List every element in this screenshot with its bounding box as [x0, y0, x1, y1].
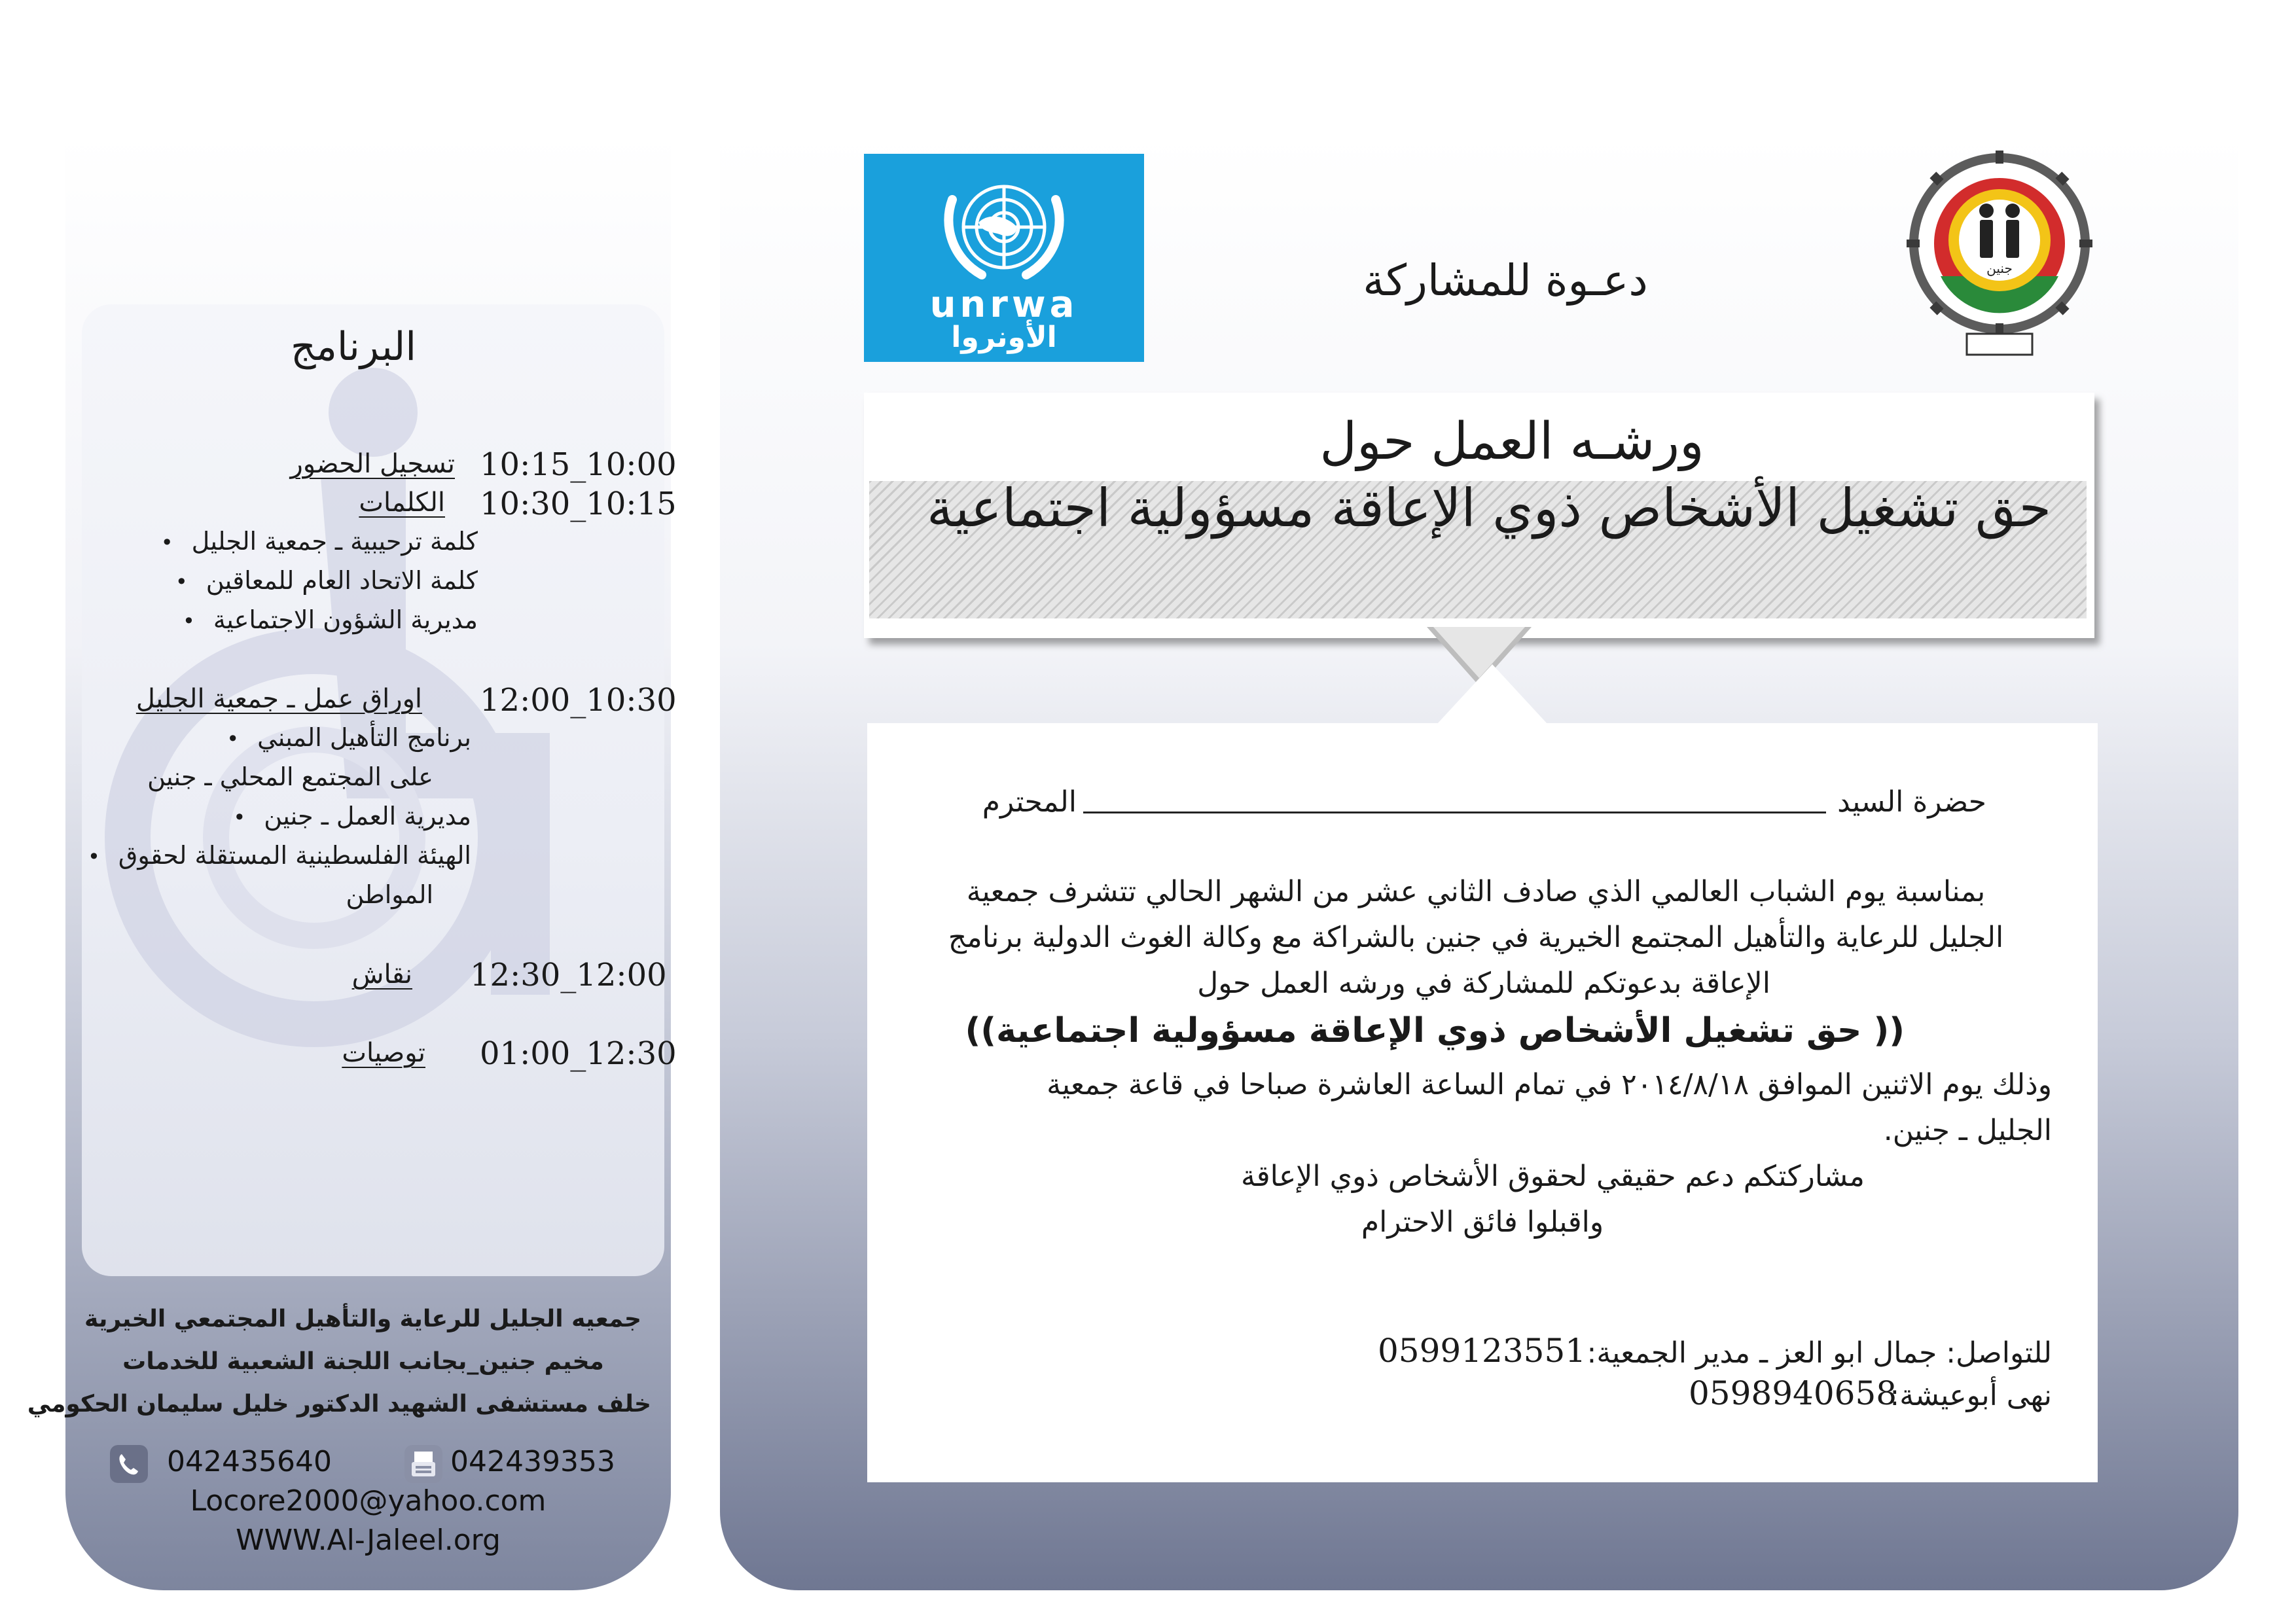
contact-2-label: نهى أبوعيشة: — [1890, 1379, 2052, 1412]
salutation-name-blank — [1083, 812, 1826, 813]
speech-bullet-3: مديرية الشؤون الاجتماعية • — [131, 605, 478, 634]
contact-2-phone[interactable]: 0598940658 — [1689, 1374, 1897, 1412]
program-label-recommendations: توصيات — [342, 1038, 425, 1068]
program-time-speeches: 10:30_10:15 — [480, 486, 677, 522]
fax-icon — [404, 1445, 442, 1483]
letter-notch — [1437, 664, 1548, 724]
banner-heading: ورشـه العمل حول — [1319, 412, 1704, 471]
letter-body-line-3: الإعاقة بدعوتكم للمشاركة في ورشه العمل حول — [1197, 967, 1770, 1000]
letter-date-line-2: الجليل ـ جنين. — [1883, 1114, 2052, 1147]
paper-bullet-2: مديرية العمل ـ جنين • — [131, 802, 471, 830]
program-time-recommendations: 01:00_12:30 — [480, 1035, 677, 1072]
salutation-right: حضرة السيد — [1837, 785, 1986, 819]
paper-bullet-3-continuation: المواطن — [346, 880, 433, 909]
association-logo-caption: جنين — [1986, 260, 2013, 276]
letter-closing-2: واقبلوا فائق الاحترام — [1361, 1205, 1604, 1239]
phone-icon — [110, 1445, 148, 1483]
contact-1-phone[interactable]: 0599123551 — [1378, 1332, 1587, 1370]
contact-1-label: للتواصل: جمال ابو العز ـ مدير الجمعية: — [1587, 1336, 2052, 1370]
banner-workshop-title: حق تشغيل الأشخاص ذوي الإعاقة مسؤولية اجتماعية — [926, 478, 2052, 539]
program-label-discussion: نقاش — [351, 959, 412, 990]
paper-bullet-3: الهيئة الفلسطينية المستقلة لحقوق • — [92, 841, 471, 870]
letter-closing-1: مشاركتكم دعم حقيقي لحقوق الأشخاص ذوي الإعاقة — [1240, 1160, 1865, 1193]
association-logo — [1901, 145, 2098, 361]
association-email[interactable]: Locore2000@yahoo.com — [190, 1484, 547, 1518]
paper-bullet-1-continuation: على المجتمع المحلي ـ جنين — [147, 762, 433, 791]
speech-bullet-1: كلمة ترحيبية ـ جمعية الجليل • — [131, 527, 478, 556]
unrwa-logo — [864, 154, 1144, 362]
salutation-left: المحترم — [982, 785, 1077, 819]
letter-body-line-1: بمناسبة يوم الشباب العالمي الذي صادف الثاني عشر من الشهر الحالي تتشرف جمعية — [966, 875, 1986, 908]
program-label-papers: اوراق عمل ـ جمعية الجليل — [135, 684, 422, 714]
association-address-1: مخيم جنين_بجانب اللجنة الشعبية للخدمات — [122, 1348, 604, 1375]
program-label-speeches: الكلمات — [359, 488, 445, 518]
unrwa-arabic-text: الأونروا — [951, 321, 1057, 354]
association-fax[interactable]: 042439353 — [450, 1445, 615, 1478]
program-title: البرنامج — [290, 324, 416, 370]
association-website[interactable]: WWW.Al-Jaleel.org — [236, 1524, 501, 1557]
association-phone[interactable]: 042435640 — [167, 1445, 332, 1478]
program-time-papers: 12:00_10:30 — [480, 682, 677, 719]
invitation-title: دعـوة للمشاركة — [1363, 255, 1648, 306]
association-name: جمعيه الجليل للرعاية والتأهيل المجتمعي الخيرية — [84, 1306, 641, 1332]
association-address-2: خلف مستشفى الشهيد الدكتور خليل سليمان الحكومي — [27, 1391, 651, 1418]
letter-date-line-1: وذلك يوم الاثنين الموافق ٢٠١٤/٨/١٨ في تمام الساعة العاشرة صباحا في قاعة جمعية — [1047, 1068, 2052, 1101]
unrwa-latin-text: unrwa — [929, 283, 1079, 326]
program-label-registration: تسجيل الحضور — [290, 449, 455, 479]
program-time-registration: 10:15_10:00 — [480, 446, 677, 483]
letter-workshop-title: (( حق تشغيل الأشخاص ذوي الإعاقة مسؤولية اجتماعية)) — [965, 1011, 1905, 1050]
paper-bullet-1: برنامج التأهيل المبني • — [131, 723, 471, 752]
letter-body-line-2: الجليل للرعاية والتأهيل المجتمع الخيرية في جنين بالشراكة مع وكالة الغوث الدولية برنامج — [948, 921, 2004, 954]
speech-bullet-2: كلمة الاتحاد العام للمعاقين • — [131, 566, 478, 595]
program-time-discussion: 12:30_12:00 — [470, 957, 667, 993]
